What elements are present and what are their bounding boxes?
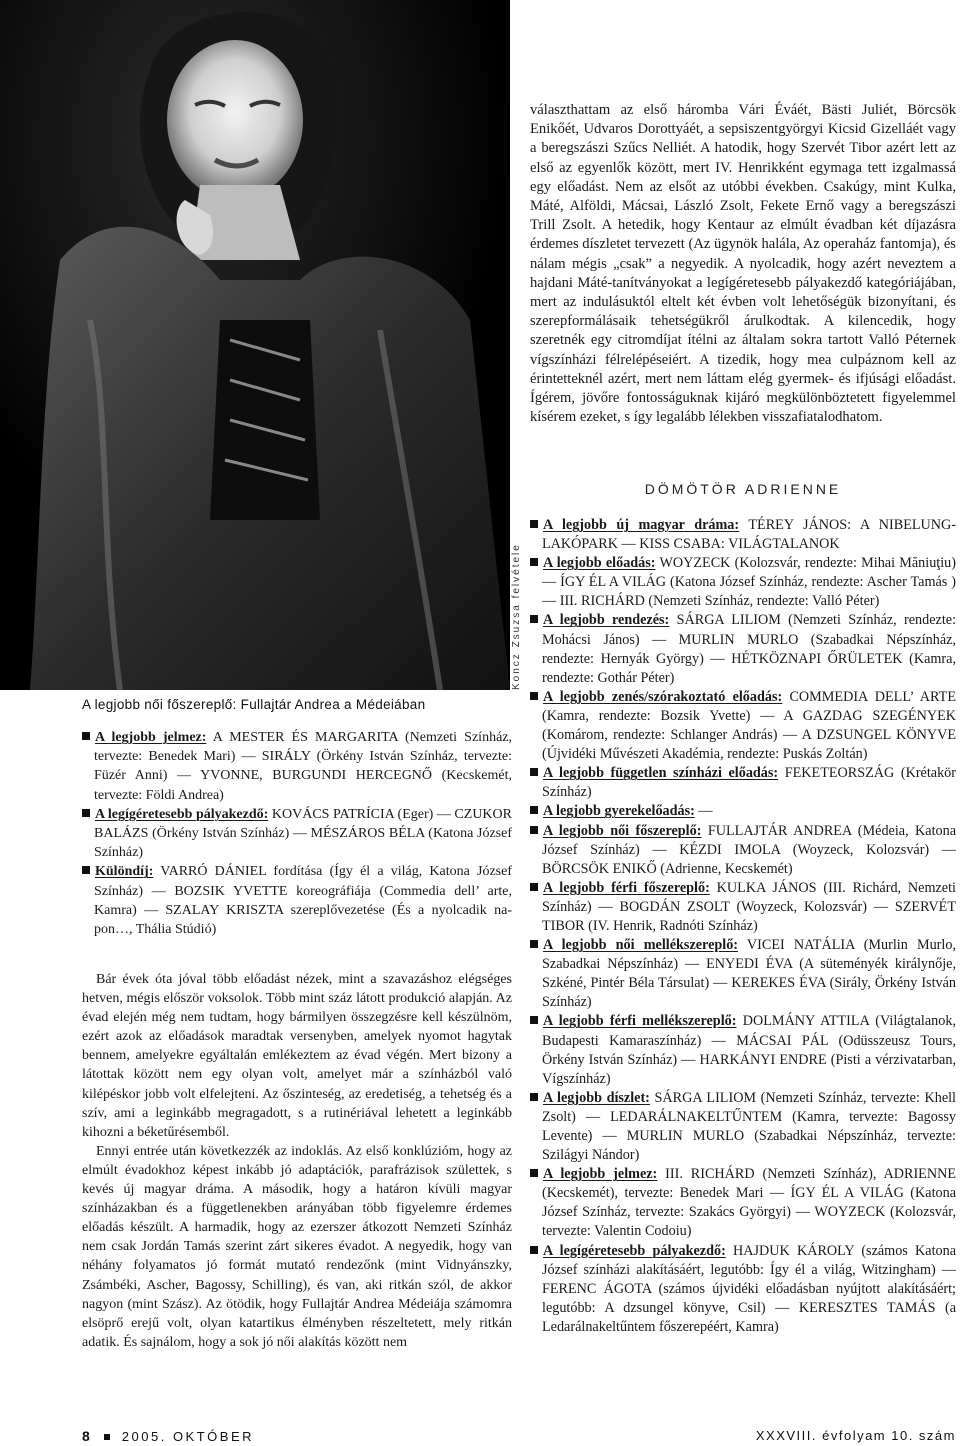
award-winners: TÉREY JÁNOS: A NIBELUNG-LAKÓPARK — KISS CSABA: VILÁGTALANOK: [542, 517, 956, 553]
award-item: [82, 728, 512, 805]
award-category: A legjobb előadás:: [543, 555, 656, 572]
square-bullet-icon: [530, 520, 538, 528]
left-awards-list: [82, 728, 512, 939]
page-number: 8: [82, 1428, 90, 1444]
square-bullet-icon: [82, 732, 90, 740]
award-category: A legjobb rendezés:: [543, 612, 670, 629]
award-winners: SÁRGA LILIOM (Nemzeti Színház, rendezte: Mohácsi János) — MURLIN MURLO (Szabadkai Népszínház, rendezte: Hernyák György) — HÉTKÖZNAPI ŐRÜLETEK (Kamra, rendezte: Gothár Péter): [542, 612, 957, 686]
award-winners: COMMEDIA DELL’ ARTE (Kamra, rendezte: Bozsik Yvette) — A GAZDAG SZEGÉNYEK (Komárom, rendezte: Schlanger András) — A DZSUNGEL KÖNYVE (Újvidéki Művészeti Akadémia, rendezte: Puskás Zoltán): [542, 688, 956, 763]
left-body-text: [82, 970, 512, 1352]
square-bullet-icon: [82, 866, 90, 874]
photo-caption: A legjobb női főszereplő: Fullajtár Andrea a Médeiában: [82, 697, 426, 712]
award-winners: DOLMÁNY ATTILA (Világtalanok, Budapesti Kamaraszínház) — MÁCSAI PÁL (Odüsszeusz Tours, Örkény István Színház) — HARKÁNYI ENDRE (Pisti a vérzivatarban, Vígszínház): [542, 1013, 956, 1087]
award-winners: WOYZECK (Kolozsvár, rendezte: Mihai Măniuţiu) — ÍGY ÉL A VILÁG (Katona József Színház, rendezte: Ascher Tamás ) — III. RICHÁRD (Nemzeti Színház, rendezte: Valló Péter): [542, 555, 956, 610]
award-item: [530, 1242, 956, 1337]
award-item: [530, 764, 956, 802]
award-category: A legjobb férfi mellékszereplő:: [543, 1013, 737, 1030]
award-item: [82, 862, 512, 939]
award-category: A legjobb díszlet:: [543, 1089, 650, 1106]
issue-date: 2005. OKTÓBER: [121, 1429, 255, 1444]
square-bullet-icon: [82, 809, 90, 817]
author-name: DÖMÖTÖR ADRIENNE: [644, 481, 842, 497]
award-winners: SÁRGA LILIOM (Nemzeti Színház, tervezte: Khell Zsolt) — LEDARÁLNAKELTŰNTEM (Kamra, tervezte: Bagossy Levente) — MURLIN MURLO (Szabadkai Népszínház, tervezte: Szilágyi Nándor): [542, 1089, 957, 1164]
award-winners: —: [694, 803, 713, 820]
square-bullet-icon: [530, 806, 538, 814]
square-bullet-icon: [530, 883, 538, 891]
intro-paragraph: választhattam az első háromba Vári Éváét, Bästi Juliét, Börcsök Enikőét, Udvaros Dorottyáét, a sepsiszentgyörgyi Kicsid Gizelláét vagy a beregszászi Szűcs Nelliét. A hatodik, hogy Szervét Tibor azért lett az első az egyenlők között, mert IV. Henrikként egymaga tett izgalmassá egy előadást. Nem az elsőt az utóbbi években. Csakúgy, mint Kulka, Máté, Alföldi, Mácsai, László Zsolt, Fekete Ernő vagy a beregszászi Trill Zsolt. A hetedik, hogy Kentaur az elmúlt évadban két díjazásra érdemes díszletet tervezett (Az ügynök halála, Az operaház fantomja), és nálam mégis „csak” a negyedik. A nyolcadik, hogy azért neveztem a hajdani Máté-tanítványokat a legígéretesebb pályakezdő kategóriájában, mert az indulásuktól eltelt két évben volt lehetőségük bizonyítani, és szerepformálásaik tehetségükről árulkodtak. A kilencedik, hogy szeretnék egy citromdíjat ítélni az általam sokra tartott Valló Péternek vígszínházi félrelépéseiért. A tizedik, hogy mea culpáznom kell az érintetteknél azért, mert nem láttam elég gyermek- és ifjúsági előadást. Ígérem, jövőre fontosságuknak kijáró megkülönböztetett figyelemmel kísérem ezeket, s így legalább lélekben visszafiatalodhatom.: [530, 102, 956, 426]
award-category: A legjobb jelmez:: [543, 1166, 658, 1183]
actress-photo: [0, 0, 510, 690]
award-category: A legjobb női mellékszereplő:: [543, 937, 739, 954]
award-winners: FEKETEORSZÁG (Krétakör Színház): [542, 765, 956, 801]
award-category: Különdíj:: [95, 864, 154, 880]
volume-info: XXXVIII. évfolyam 10. szám: [755, 1428, 956, 1443]
award-category: A legjobb független színházi előadás:: [543, 765, 779, 782]
award-item: [530, 822, 956, 879]
award-winners: III. RICHÁRD (Nemzeti Színház), ADRIENNE (Kecskemét), tervezte: Benedek Mari — ÍGY ÉL A VILÁG (Katona József Színház, tervezte: Szakács Györgyi) — WOYZECK (Kolozsvár, tervezte: Valentin Codoiu): [542, 1166, 956, 1240]
award-item: [530, 611, 956, 687]
award-item: [530, 1012, 956, 1088]
photo-illustration: [0, 0, 510, 690]
award-winners: A MESTER ÉS MARGARITA (Nemzeti Színház, tervezte: Benedek Mari) — SIRÁLY (Örkény István Színház, tervezte: Füzér Anni) — YVONNE, BURGUNDI HERCEGNŐ (Kecskemét, tervezte: Földi Andrea): [94, 730, 512, 803]
right-awards-list: [530, 516, 956, 1337]
award-category: A legjobb férfi főszereplő:: [543, 879, 710, 896]
award-winners: HAJDUK KÁROLY (számos Katona József színházi alakításáért, legutóbb: Így él a világ, Witzingham) — FERENC ÁGOTA (számos újvidéki előadásban nyújtott alakításáért; legutóbb: A dzsungel könyve, Csil) — KERESZTES TAMÁS (a Ledarálnakeltűntem főszerepéért, Kamra): [542, 1242, 956, 1335]
page-footer: [82, 1428, 956, 1446]
award-winners: KULKA JÁNOS (III. Richárd, Nemzeti Színház) — BOGDÁN ZSOLT (Woyzeck, Kolozsvár) — SZERVÉT TIBOR (IV. Henrik, Radnóti Színház): [542, 879, 956, 934]
award-item: [530, 1089, 956, 1165]
award-category: A legjobb női főszereplő:: [543, 822, 702, 839]
award-category: A legjobb új magyar dráma:: [543, 517, 740, 533]
body-paragraph: Ennyi entrée után következzék az indoklás. Az első konklúzióm, hogy az elmúlt évadokhoz képest inkább jó adaptációk, parafrázisok születtek, s kevés új magyar dráma. A második, hogy a határon kívüli magyar színházakban és a függetlenekben arányában több figyelemre érdemes előadás készült. A harmadik, hogy az ezerszer átkozott Nemzeti Színház nem csak Jordán Tamás szerint zárt sikeres évadot. A negyedik, hogy van néhány folyamatos jó formát mutató rendezőnk (mint Vidnyánszky, Zsámbéki, Ascher, Bagossy, Schilling), és van, aki ritkán szól, de akkor nagyon (mint Szász). Az ötödik, hogy Fullajtár Andrea Médeiája számomra elsöprő erejű volt, olyan katartikus élményben részeltetett, mely ritkán adatik. És sajnálom, hogy a sok jó női alakítás között nem: [82, 1143, 512, 1350]
photo-credit: Koncz Zsuzsa felvétele: [511, 543, 522, 690]
square-bullet-icon: [530, 1093, 538, 1101]
award-winners: VARRÓ DÁNIEL fordítása (Így él a világ, Katona József Színház) — BOZSIK YVETTE koreográfiája (Commedia dell’ arte, Kamra) — SZALAY KRISZTA szereplővezetése (És a nyolcadik napon…, Thália Stúdió): [94, 864, 512, 938]
intro-text-column: [530, 101, 956, 427]
award-winners: FULLAJTÁR ANDREA (Médeia, Katona József Színház) — KÉZDI IMOLA (Woyzeck, Kolozsvár) — BÖRCSÖK ENIKŐ (Adrienne, Kecskemét): [542, 822, 956, 877]
square-bullet-icon: [530, 1246, 538, 1254]
square-bullet-icon: [530, 826, 538, 834]
award-item: [530, 802, 956, 821]
square-bullet-icon: [104, 1434, 110, 1440]
square-bullet-icon: [530, 615, 538, 623]
award-winners: KOVÁCS PATRÍCIA (Eger) — CZUKOR BALÁZS (Örkény István Színház) — MÉSZÁROS BÉLA (Katona József Színház): [94, 806, 512, 861]
square-bullet-icon: [530, 1016, 538, 1024]
award-item: [530, 936, 956, 1012]
square-bullet-icon: [530, 692, 538, 700]
body-paragraph: Bár évek óta jóval több előadást nézek, mint a szavazáshoz elégséges hetven, mégis először voksolok. Több mint száz látott produkció alapján. Az évad elején még nem tudtam, hogy bármilyen összegzésre kell készülnöm, ezért azok az előadások maradtak versenyben, amelyek nyomot hagytak bennem, amelyekre egyáltalán emlékeztem az évad végén. Mert bizony a látottak között nem egy olyan volt, amelyet már a színházból való kilépéskor jobb volt elfelejteni. Az őszinteség, az eredetiség, a tehetség és a szív, ami a leginkább megragadott, s a rutinériával lehetett a leginkább kihozni a béketűrésemből.: [82, 972, 512, 1140]
award-category: A legígéretesebb pályakezdő:: [95, 806, 269, 822]
award-category: A legjobb jelmez:: [95, 730, 207, 745]
square-bullet-icon: [530, 940, 538, 948]
award-category: A legjobb zenés/szórakoztató előadás:: [543, 688, 783, 705]
square-bullet-icon: [530, 768, 538, 776]
award-item: [530, 688, 956, 764]
award-item: [530, 1165, 956, 1241]
award-item: [530, 879, 956, 936]
award-item: [530, 554, 956, 611]
award-winners: VICEI NATÁLIA (Murlin Murlo, Szabadkai Népszínház) — ENYEDI ÉVA (A süteményék királynője, Szkéné, Pintér Béla Társulat) — KEREKES ÉVA (Sirály, Örkény István Színház): [542, 937, 956, 1011]
square-bullet-icon: [530, 1169, 538, 1177]
award-category: A legígéretesebb pályakezdő:: [543, 1242, 726, 1259]
award-category: A legjobb gyerekelőadás:: [543, 803, 695, 820]
award-item: [82, 805, 512, 863]
square-bullet-icon: [530, 558, 538, 566]
award-item: [530, 516, 956, 554]
